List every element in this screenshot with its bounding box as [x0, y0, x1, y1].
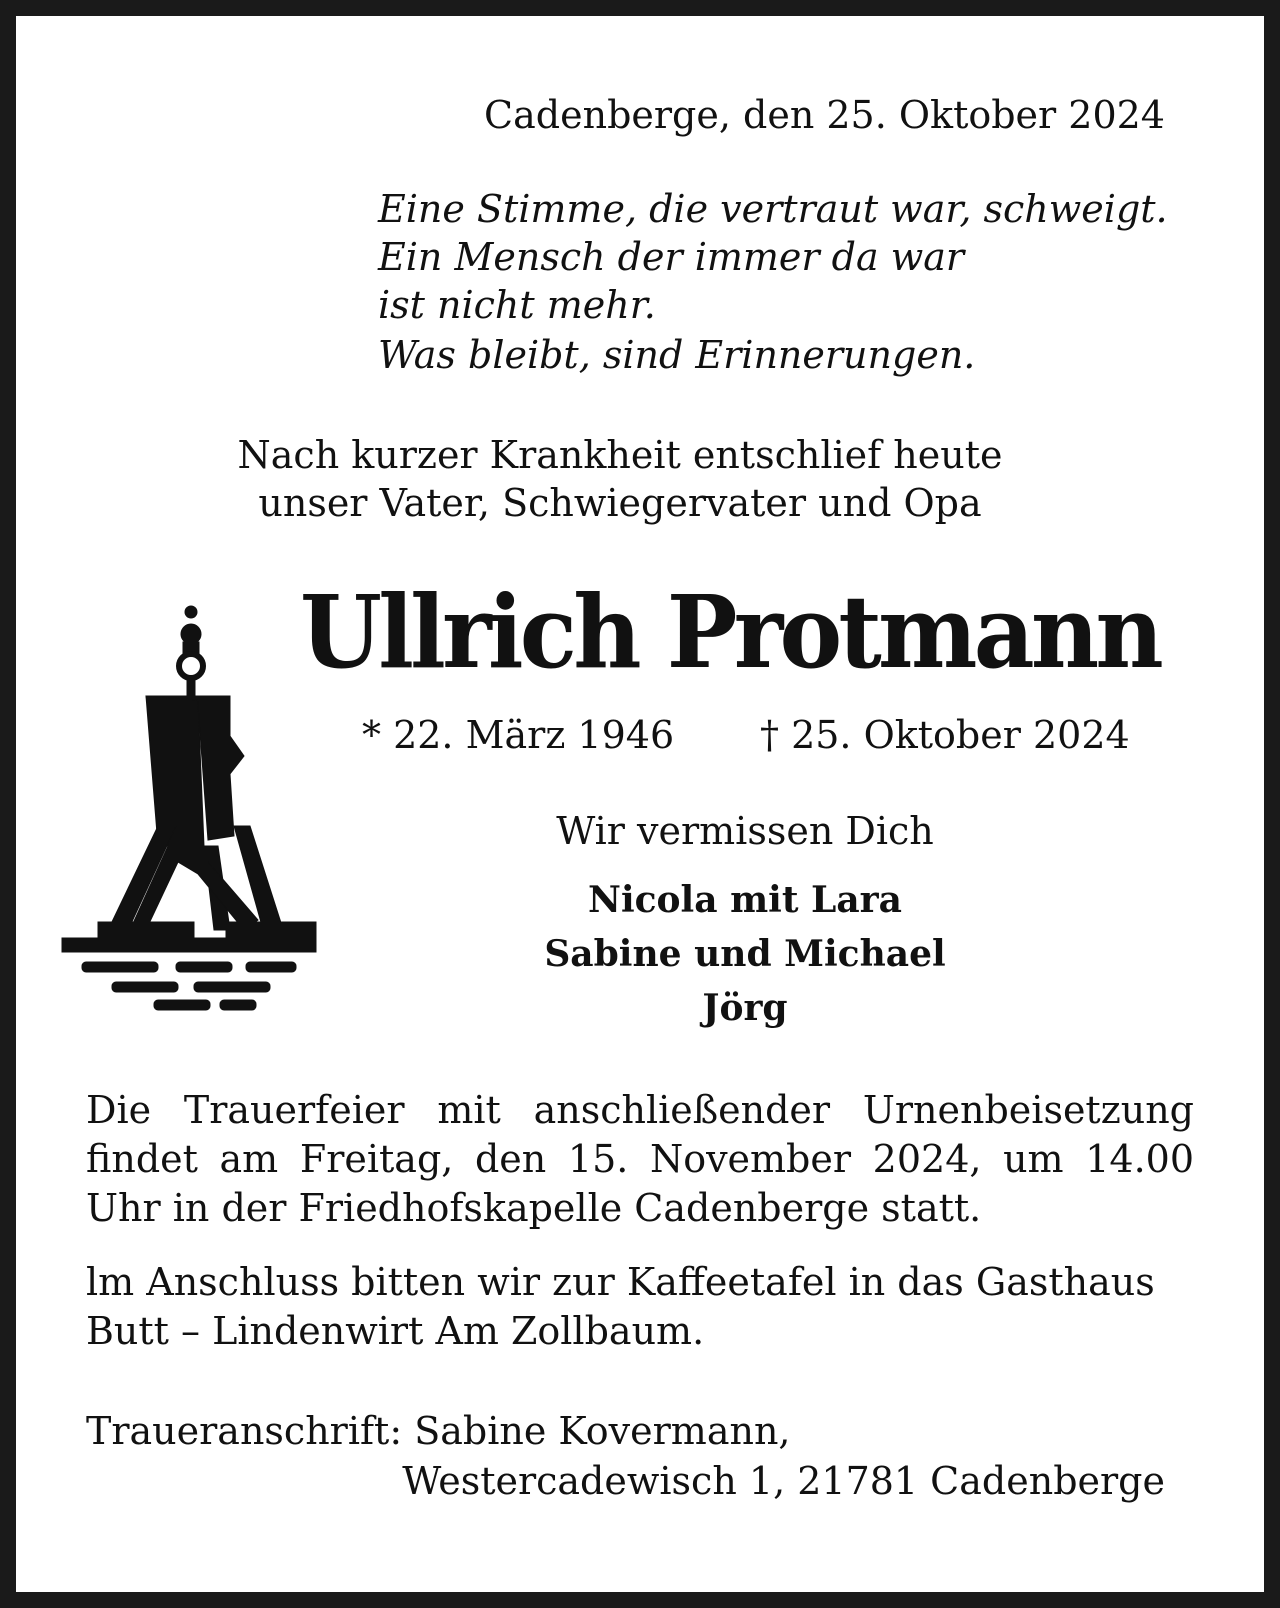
intro-line-1: Nach kurzer Krankheit entschlief heute [237, 433, 1003, 477]
reception-paragraph: lm Anschluss bitten wir zur Kaffeetafel in das Gasthaus Butt – Lindenwirt Am Zollbaum. [86, 1260, 1155, 1353]
place-date: Cadenberge, den 25. Oktober 2024 [484, 93, 1165, 137]
mourner-name-2: Sabine und Michael [544, 933, 946, 975]
death-date: † 25. Oktober 2024 [760, 713, 1130, 757]
miss-you-heading: Wir vermissen Dich [556, 809, 934, 853]
birth-date: * 22. März 1946 [362, 713, 675, 757]
address-label-line: Traueranschrift: Sabine Kovermann, [86, 1409, 791, 1453]
mourner-name-3: Jörg [702, 987, 788, 1029]
poem-line-2: Ein Mensch der immer da war [378, 235, 965, 279]
deceased-name: Ullrich Protmann [300, 573, 1160, 691]
service-paragraph: Die Trauerfeier mit anschließender Urnenbeisetzung findet am Freitag, den 15. November 2024, um 14.00 Uhr in der Friedhofskapelle Cadenberge statt. [86, 1088, 1194, 1230]
poem-line-3: ist nicht mehr. [378, 283, 656, 327]
address-street-line: Westercadewisch 1, 21781 Cadenberge [402, 1459, 1165, 1503]
poem-line-4: Was bleibt, sind Erinnerungen. [378, 333, 976, 377]
mourner-name-1: Nicola mit Lara [588, 879, 902, 921]
kugelbake-beacon-icon [58, 596, 328, 1036]
intro-line-2: unser Vater, Schwiegervater und Opa [258, 481, 982, 525]
poem-line-1: Eine Stimme, die vertraut war, schweigt. [378, 187, 1168, 231]
